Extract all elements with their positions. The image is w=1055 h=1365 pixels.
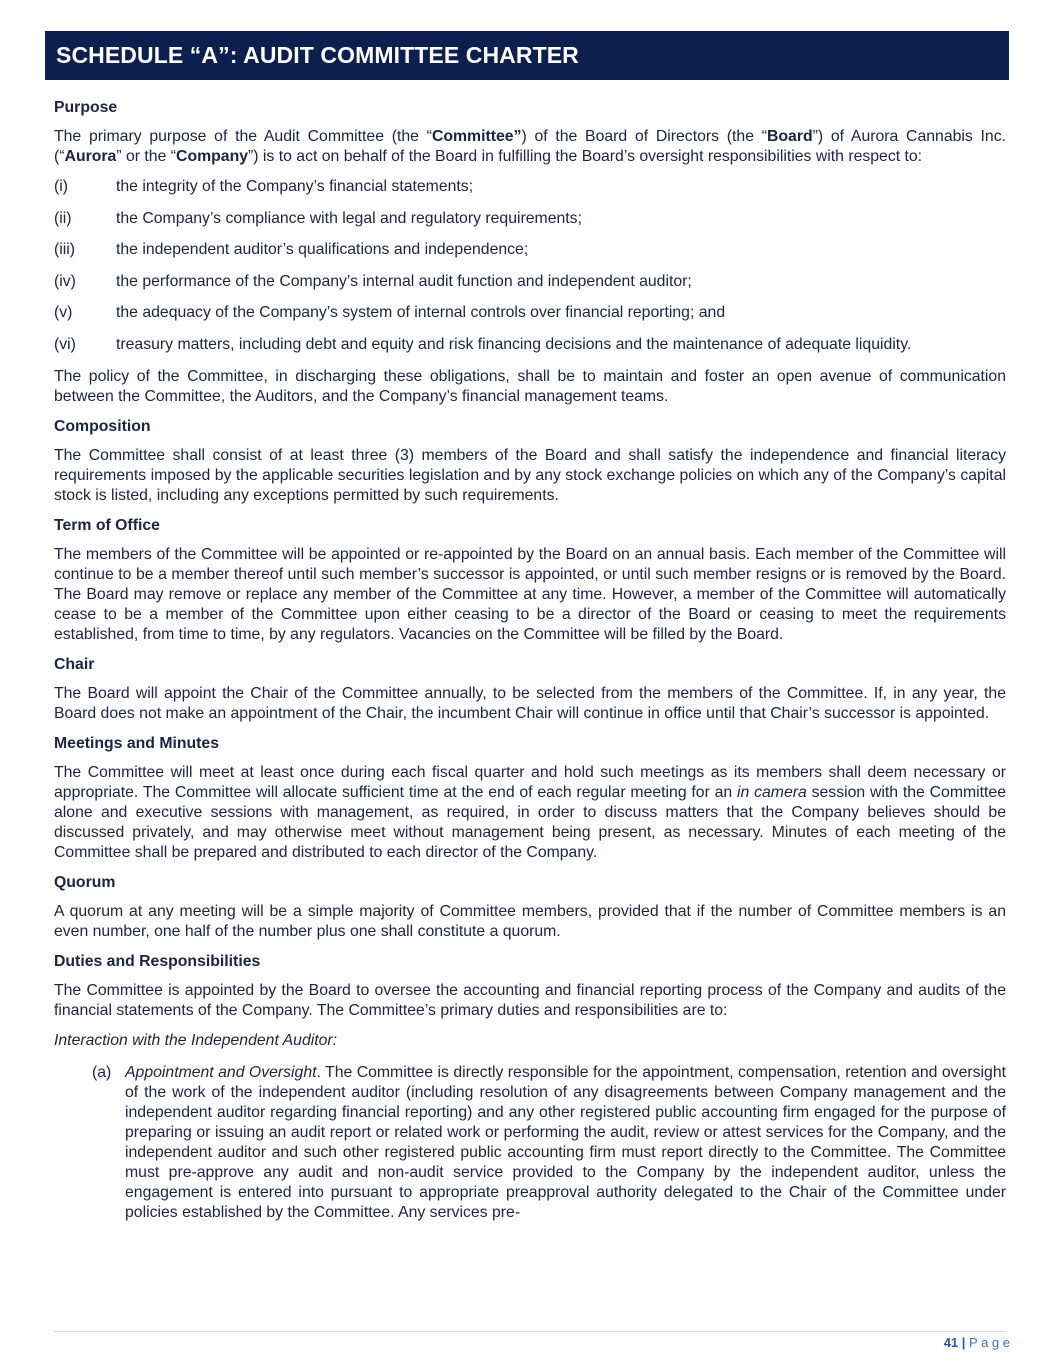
list-item-number: (vi) xyxy=(54,335,76,353)
page-number: 41 xyxy=(943,1335,959,1350)
duty-item-body: . The Committee is directly responsible for the appointment, compensation, retention and oversight of the work of the independent auditor (including resolution of any disagreements between Company management and the independent auditor regarding financial reporting) and any other registered public accounting firm engaged for the purpose of preparing or issuing an audit report or related work or performing the audit, review or attest services for the Company, and the independent auditor and such other registered public accounting firm must report directly to the Committee. The Committee must pre-approve any audit and non-audit service provided to the Company by the independent auditor, unless the engagement is entered into pursuant to appropriate preapproval authority delegated to the Chair of the Committee under policies established by the Committee. Any services pre- xyxy=(125,1063,1006,1221)
policy-paragraph: The policy of the Committee, in discharging these obligations, shall be to maintain and foster an open avenue of communication between the Committee, the Auditors, and the Company’s financial management teams. xyxy=(54,367,1006,405)
list-item-number: (ii) xyxy=(54,209,72,227)
defined-term-board: Board xyxy=(766,128,813,145)
in-camera-term: in camera xyxy=(737,783,807,801)
title-banner xyxy=(45,31,1009,80)
purpose-intro-text-5: ”) is to act on behalf of the Board in fulfilling the Board’s oversight responsibilities with respect to: xyxy=(248,148,923,165)
purpose-intro-text-1: The primary purpose of the Audit Committee (the “ xyxy=(54,128,432,145)
term-heading: Term of Office xyxy=(54,516,160,534)
list-item xyxy=(54,240,1006,260)
duty-item-label: (a) xyxy=(92,1063,112,1081)
list-item xyxy=(54,335,1006,355)
list-item-text: treasury matters, including debt and equity and risk financing decisions and the maintenance of adequate liquidity. xyxy=(116,335,912,353)
page-word: P a g e xyxy=(969,1335,1010,1350)
meetings-heading: Meetings and Minutes xyxy=(54,734,220,752)
list-item xyxy=(54,177,1006,197)
list-item xyxy=(54,303,1006,323)
list-item-number: (i) xyxy=(54,178,69,195)
purpose-intro-text-3: ”) of Aurora Cannabis Inc. (“ xyxy=(54,128,1006,165)
meetings-text-2: session with the Committee alone and executive sessions with management, as required, in order to discuss matters that the Company believes should be discussed privately, and may otherwise meet without management being present, as necessary. Minutes of each meeting of the Committee shall be prepared and distributed to each director of the Company. xyxy=(54,783,1007,861)
purpose-intro xyxy=(54,127,1006,167)
footer-divider xyxy=(54,1331,1006,1332)
list-item-number: (v) xyxy=(54,304,73,322)
purpose-heading: Purpose xyxy=(54,99,118,116)
list-item-text: the independent auditor’s qualifications and independence; xyxy=(116,241,529,259)
term-paragraph: The members of the Committee will be appointed or re-appointed by the Board on an annual basis. Each member of the Committee will continue to be a member thereof until such member’s successor is appointed, or until such member resigns or is removed by the Board. The Board may remove or replace any member of the Committee at any time. However, a member of the Committee will automatically cease to be a member of the Committee upon either ceasing to be a director of the Board or ceasing to meet the requirements established, from time to time, by any regulators. Vacancies on the Committee will be filled by the Board. xyxy=(54,545,1006,643)
duties-heading: Duties and Responsibilities xyxy=(54,952,261,970)
quorum-heading: Quorum xyxy=(54,873,116,891)
list-item-text: the integrity of the Company’s financial statements; xyxy=(116,178,474,195)
page-footer xyxy=(944,1335,1010,1350)
quorum-paragraph: A quorum at any meeting will be a simple majority of Committee members, provided that if the number of Committee members is an even number, one half of the number plus one shall constitute a quorum. xyxy=(54,902,1006,940)
duty-item-text xyxy=(125,1063,1006,1223)
composition-paragraph: The Committee shall consist of at least three (3) members of the Board and shall satisfy the independence and financial literacy requirements imposed by the applicable securities legislation and by any stock exchange policies on which any of the Company’s capital stock is listed, including any exceptions permitted by such requirements. xyxy=(54,446,1006,504)
defined-term-committee: Committee” xyxy=(431,128,522,145)
list-item-number: (iv) xyxy=(54,272,76,290)
purpose-list xyxy=(54,177,1006,355)
purpose-intro-text-2: ) of the Board of Directors (the “ xyxy=(521,128,767,145)
meetings-paragraph xyxy=(54,763,1006,863)
list-item-text: the Company’s compliance with legal and regulatory requirements; xyxy=(116,209,582,227)
chair-paragraph: The Board will appoint the Chair of the Committee annually, to be selected from the members of the Committee. If, in any year, the Board does not make an appointment of the Chair, the incumbent Chair will continue in office until that Chair’s successor is appointed. xyxy=(54,684,1006,722)
meetings-text-1: The Committee will meet at least once during each fiscal quarter and hold such meetings as its members shall deem necessary or appropriate. The Committee will allocate sufficient time at the end of each regular meeting for an xyxy=(54,763,1006,801)
page-title: SCHEDULE “A”: AUDIT COMMITTEE CHARTER xyxy=(56,42,579,68)
document-body xyxy=(54,98,1006,1223)
defined-term-aurora: Aurora xyxy=(64,148,117,165)
list-item xyxy=(54,272,1006,292)
duty-item-a xyxy=(92,1063,1006,1223)
composition-heading: Composition xyxy=(54,417,151,435)
duties-paragraph: The Committee is appointed by the Board to oversee the accounting and financial reporting process of the Company and audits of the financial statements of the Company. The Committee’s primary duties and responsibilities are to: xyxy=(54,981,1006,1019)
list-item xyxy=(54,209,1006,229)
list-item-number: (iii) xyxy=(54,241,76,259)
list-item-text: the adequacy of the Company’s system of internal controls over financial reporting; and xyxy=(116,304,726,322)
purpose-intro-text-4: ” or the “ xyxy=(116,148,177,165)
duty-item-title: Appointment and Oversight xyxy=(125,1063,317,1081)
defined-term-company: Company xyxy=(176,148,249,165)
auditor-subheading: Interaction with the Independent Auditor: xyxy=(54,1031,338,1049)
list-item-text: the performance of the Company’s internal audit function and independent auditor; xyxy=(116,272,692,290)
chair-heading: Chair xyxy=(54,655,95,673)
footer-separator: | xyxy=(958,1335,970,1350)
